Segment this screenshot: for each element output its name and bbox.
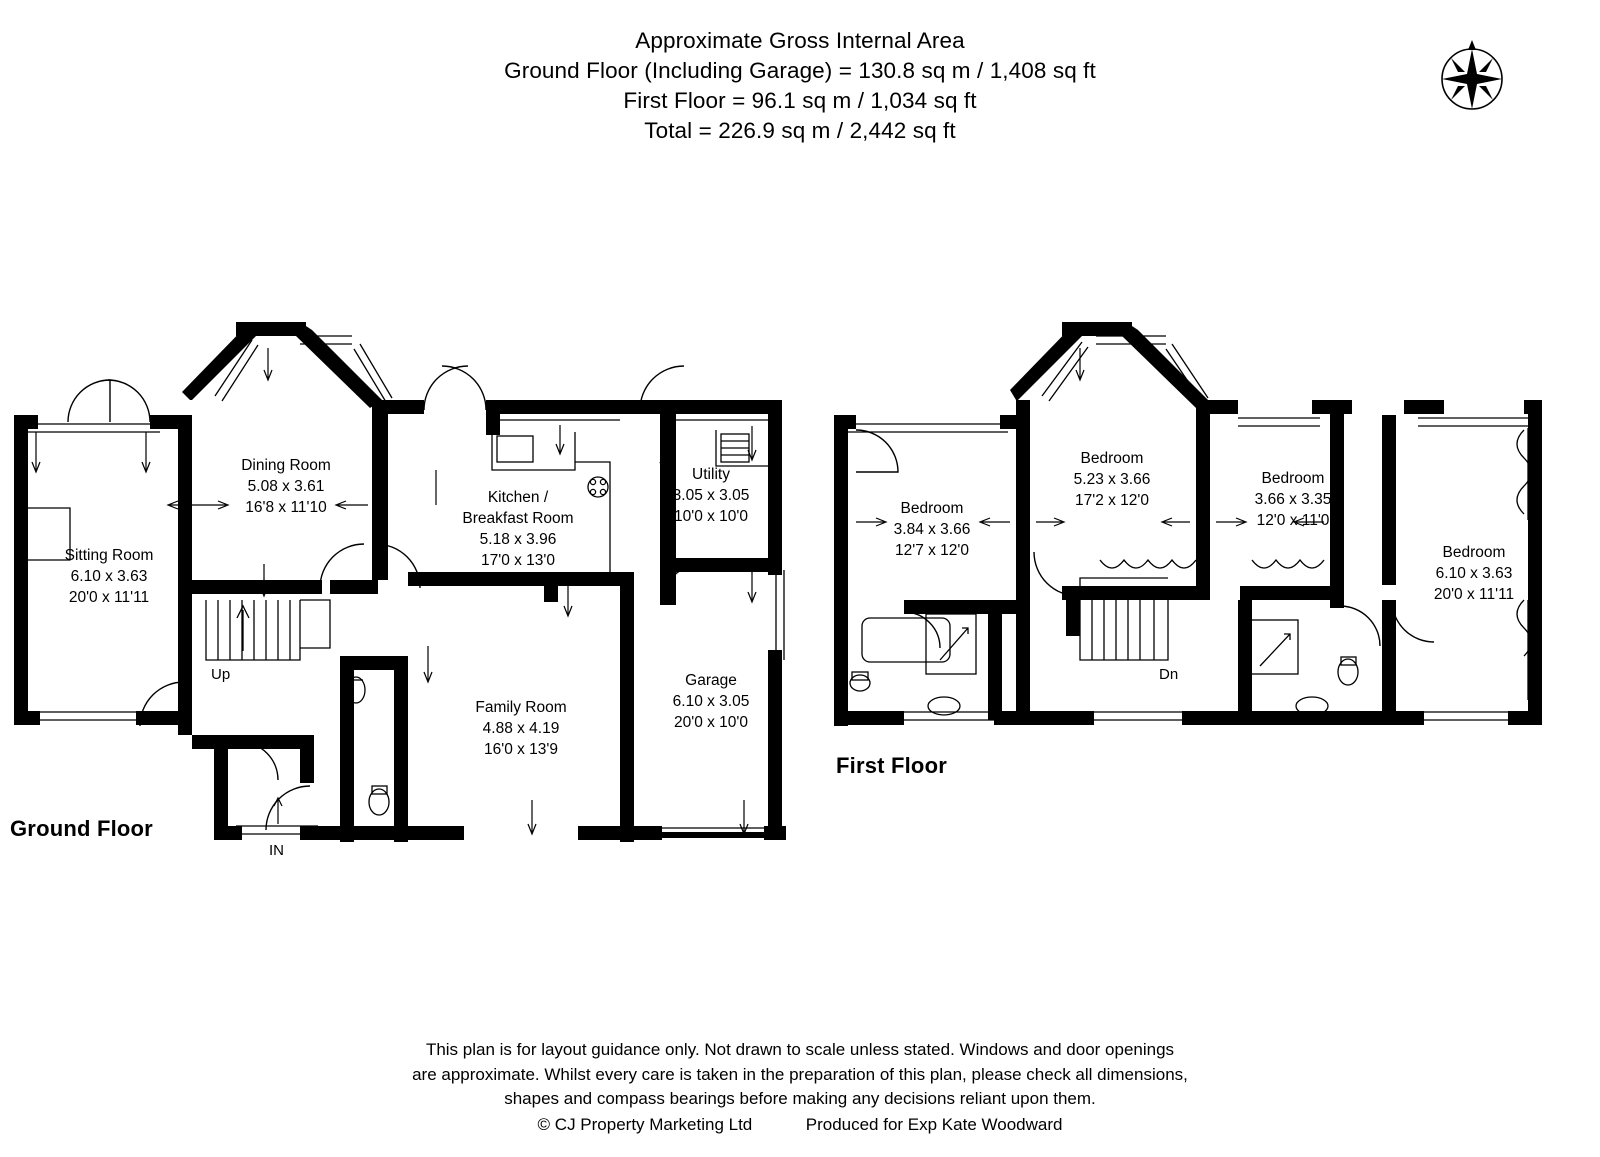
room-imperial: 16'8 x 11'10: [245, 499, 327, 516]
room-label-bedroom-1: [894, 498, 971, 561]
room-imperial: 20'0 x 10'0: [673, 714, 749, 731]
disclaimer: [0, 1038, 1600, 1137]
room-metric: 3.05 x 3.05: [672, 487, 750, 504]
ground-floor-title: Ground Floor: [10, 816, 153, 841]
room-metric: 4.88 x 4.19: [482, 720, 560, 737]
room-imperial: 12'7 x 12'0: [894, 542, 970, 559]
room-name: Utility: [692, 466, 730, 483]
stairs-up-label: Up: [211, 666, 231, 683]
room-name: Bedroom: [1080, 450, 1144, 467]
room-label-bedroom-3: [1255, 468, 1332, 531]
room-imperial: 20'0 x 11'11: [68, 589, 150, 606]
room-label-utility: [673, 464, 750, 527]
disclaimer-line-2: are approximate. Whilst every care is taken in the preparation of this plan, please check all dimensions,: [412, 1064, 1188, 1084]
room-label-kitchen-breakfast-room: [462, 487, 573, 571]
area-summary-line-1: Approximate Gross Internal Area: [635, 28, 965, 53]
room-imperial: 12'0 x 11'0: [1256, 512, 1330, 529]
stairs-down-label: Dn: [1159, 666, 1179, 683]
room-label-family-room: [475, 697, 566, 760]
room-name: Bedroom: [900, 500, 964, 517]
room-metric: 3.66 x 3.35: [1254, 491, 1332, 508]
area-summary-line-3: First Floor = 96.1 sq m / 1,034 sq ft: [623, 88, 977, 113]
room-imperial: 17'0 x 13'0: [480, 552, 556, 569]
first-floor-title: First Floor: [836, 753, 947, 778]
room-label-dining-room: [241, 455, 331, 518]
room-label-sitting-room: [65, 545, 154, 608]
room-metric: 6.10 x 3.63: [70, 568, 148, 585]
room-label-bedroom-2: [1074, 448, 1151, 511]
room-metric: 3.84 x 3.66: [893, 521, 971, 538]
produced-for-text: Produced for Exp Kate Woodward: [805, 1114, 1063, 1134]
room-imperial: 20'0 x 11'11: [1433, 586, 1515, 603]
room-metric: 6.10 x 3.63: [1435, 565, 1513, 582]
compass-rose: [1442, 40, 1502, 109]
room-metric: 5.18 x 3.96: [479, 531, 557, 548]
room-metric: 5.23 x 3.66: [1073, 471, 1151, 488]
room-name-2: Breakfast Room: [462, 510, 574, 527]
room-name: Family Room: [475, 699, 567, 716]
room-name: Dining Room: [241, 457, 331, 474]
disclaimer-line-1: This plan is for layout guidance only. Not drawn to scale unless stated. Windows and door openings: [425, 1040, 1175, 1059]
area-summary-line-2: Ground Floor (Including Garage) = 130.8 sq m / 1,408 sq ft: [504, 58, 1096, 83]
room-imperial: 17'2 x 12'0: [1074, 492, 1150, 509]
entrance-label: IN: [269, 842, 284, 859]
room-imperial: 10'0 x 10'0: [673, 508, 749, 525]
first-floor-fixtures: [850, 430, 1531, 715]
room-metric: 6.10 x 3.05: [672, 693, 750, 710]
credits: [0, 1113, 1600, 1138]
room-label-bedroom-4: [1434, 542, 1514, 605]
room-imperial: 16'0 x 13'9: [483, 741, 559, 758]
area-summary-line-4: Total = 226.9 sq m / 2,442 sq ft: [644, 118, 956, 143]
copyright-text: © CJ Property Marketing Ltd: [537, 1114, 753, 1134]
room-name: Garage: [685, 672, 737, 689]
room-name: Kitchen /: [487, 489, 549, 506]
room-name: Bedroom: [1442, 544, 1506, 561]
room-label-garage: [673, 670, 750, 733]
room-metric: 5.08 x 3.61: [247, 478, 325, 495]
room-name: Sitting Room: [64, 547, 154, 564]
disclaimer-line-3: shapes and compass bearings before making any decisions reliant upon them.: [504, 1089, 1096, 1108]
room-name: Bedroom: [1261, 470, 1325, 487]
